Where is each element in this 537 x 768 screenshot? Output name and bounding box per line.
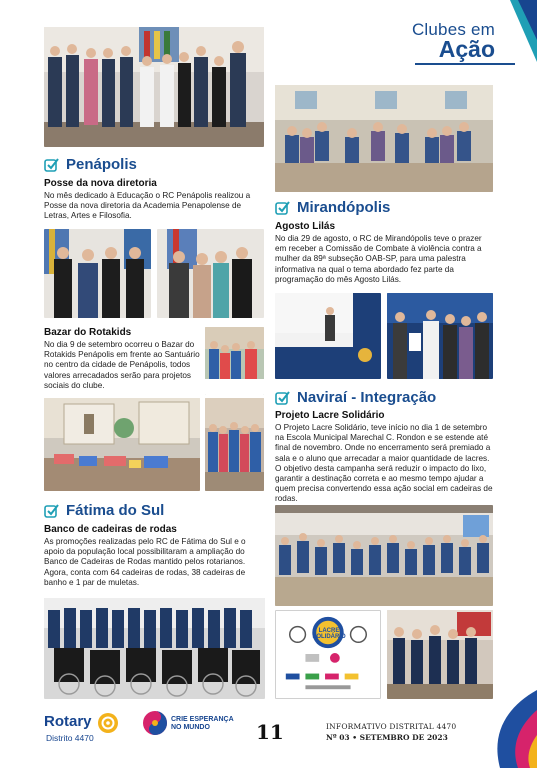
photo-navirai-group bbox=[387, 610, 493, 699]
check-icon bbox=[275, 200, 291, 216]
corner-decoration bbox=[510, 0, 537, 62]
check-icon bbox=[275, 390, 291, 406]
photo-navirai-students bbox=[275, 505, 493, 606]
page-number: 11 bbox=[256, 720, 284, 744]
navirai-subtitle: Projeto Lacre Solidário bbox=[275, 410, 385, 421]
penapolis-title-text: Penápolis bbox=[66, 156, 137, 173]
informativo-issue: Nº 03 • SETEMBRO DE 2023 bbox=[326, 733, 448, 742]
distrito-label: Distrito 4470 bbox=[46, 733, 94, 743]
penapolis-text: No mês dedicado à Educação o RC Penápolis realizou a Posse da nova diretoria da Academia Penapolense de Letras, Artes e Filosofia. bbox=[44, 191, 251, 221]
photo-santuario bbox=[44, 398, 200, 491]
poster-lacre-solidario bbox=[275, 610, 381, 699]
corner-swoosh-decoration bbox=[470, 690, 537, 768]
navirai-text: O Projeto Lacre Solidário, teve início no dia 1 de setembro na Escola Municipal Marechal C. Rondon e se estende até final de novembro. Onde no encerramento será premiado a sala e o aluno que arrecadar a maior quantidade de lacres. O objetivo desta campanha será reduzir o impacto do lixo, garantir a destinação correta e ao mesmo tempo ajudar a quem precisa convertendo essa ação social em cadeiras de rodas. bbox=[275, 423, 493, 504]
photo-mirandopolis-group bbox=[387, 293, 493, 379]
mirandopolis-subtitle: Agosto Lilás bbox=[275, 221, 336, 232]
header-title-line1: Clubes em bbox=[411, 20, 495, 39]
photo-posse-1 bbox=[44, 229, 151, 318]
photo-mirandopolis-audience bbox=[275, 85, 493, 192]
crie-line1: CRIE ESPERANÇA bbox=[171, 716, 234, 723]
photo-penapolis-group bbox=[44, 27, 264, 147]
header-underline bbox=[415, 63, 515, 65]
photo-bazar-kids bbox=[205, 327, 264, 395]
photo-fatima-wheelchairs bbox=[44, 598, 265, 699]
informativo-title: INFORMATIVO DISTRITAL 4470 bbox=[326, 722, 457, 731]
penapolis-subtitle: Posse da nova diretoria bbox=[44, 178, 157, 189]
photo-bazar-group bbox=[205, 398, 264, 491]
section-title-penapolis bbox=[44, 156, 137, 173]
mirandopolis-title-text: Mirandópolis bbox=[297, 199, 391, 216]
crie-esperanca-text bbox=[171, 716, 234, 732]
rotary-wheel-icon bbox=[97, 712, 119, 734]
navirai-title-text: Naviraí - Integração bbox=[297, 389, 437, 406]
poster-title: LACRE SOLIDÁRIO bbox=[312, 628, 346, 640]
fatima-subtitle: Banco de cadeiras de rodas bbox=[44, 524, 177, 535]
crie-line2: NO MUNDO bbox=[171, 724, 210, 731]
bazar-subtitle: Bazar do Rotakids bbox=[44, 327, 132, 338]
crie-esperanca-logo-icon bbox=[142, 710, 168, 736]
bazar-text: No dia 9 de setembro ocorreu o Bazar do Rotakids Penápolis em frente ao Santuário no centro da cidade de Penápolis, todos valores arrecadados serão para projetos sociais do clube. bbox=[44, 340, 200, 390]
rotary-logo-text: Rotary bbox=[44, 713, 92, 730]
fatima-title-text: Fátima do Sul bbox=[66, 502, 165, 519]
photo-posse-2 bbox=[157, 229, 264, 318]
section-title-navirai bbox=[275, 389, 436, 406]
section-title-mirandopolis bbox=[275, 199, 390, 216]
check-icon bbox=[44, 503, 60, 519]
section-title-fatima bbox=[44, 502, 164, 519]
check-icon bbox=[44, 157, 60, 173]
fatima-text: As promoções realizadas pelo RC de Fátima do Sul e o apoio da população local possibilitaram a ampliação do Banco de Cadeiras de Rodas mantido pelos rotarianos. Agora, conta com 64 cadeiras de rodas, 38 cadeiras de banho e 1 par de muletas. bbox=[44, 537, 246, 587]
mirandopolis-text: No dia 29 de agosto, o RC de Mirandópolis teve o prazer em receber a Comissão de Combate à violência contra a mulher da 89ª subseção OAB-SP, para uma palestra informativa na qual o tema abordado fez parte da programação do mês Agosto Lilás. bbox=[275, 234, 482, 284]
photo-mirandopolis-palestra bbox=[275, 293, 381, 379]
header-title-line2: Ação bbox=[438, 36, 495, 62]
